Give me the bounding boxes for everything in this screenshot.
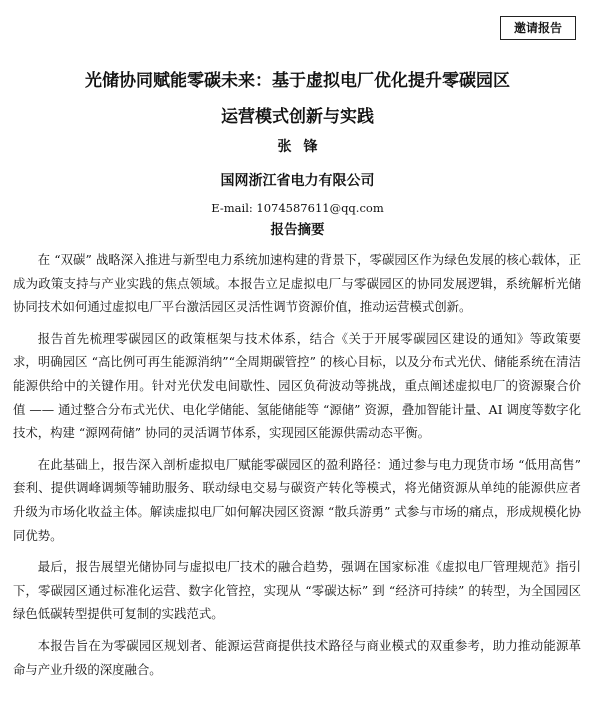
report-title-line-2: 运营模式创新与实践 xyxy=(221,107,374,127)
abstract-heading: 报告摘要 xyxy=(270,222,325,238)
author-name: 张锋 xyxy=(277,139,330,155)
report-title-line-1: 光储协同赋能零碳未来：基于虚拟电厂优化提升零碳园区 xyxy=(85,71,510,91)
invited-report-badge: 邀请报告 xyxy=(500,16,576,40)
abstract-paragraph: 在此基础上，报告深入剖析虚拟电厂赋能零碳园区的盈利路径：通过参与电力现货市场 “低用高售” 套利、提供调峰调频等辅助服务、联动绿电交易与碳资产转化等模式，将光储资源从单纯的能源供应者升级为市场化收益主体。解读虚拟电厂如何解决园区资源 “散兵游勇” 式参与市场的痛点，形成规模化协同优势。 xyxy=(13,456,581,543)
abstract-paragraph: 本报告旨在为零碳园区规划者、能源运营商提供技术路径与商业模式的双重参考，助力推动能源革命与产业升级的深度融合。 xyxy=(13,637,581,677)
abstract-paragraph: 在 “双碳” 战略深入推进与新型电力系统加速构建的背景下，零碳园区作为绿色发展的核心载体，正成为政策支持与产业实践的焦点领域。本报告立足虚拟电厂与零碳园区的协同发展逻辑，系统解析光储协同技术如何通过虚拟电厂平台激活园区灵活性调节资源价值，推动运营模式创新。 xyxy=(13,252,581,315)
author-email: E-mail: 1074587611@qq.com xyxy=(211,201,384,215)
abstract-body xyxy=(13,248,581,689)
abstract-paragraph: 最后，报告展望光储协同与虚拟电厂技术的融合趋势，强调在国家标准《虚拟电厂管理规范》指引下，零碳园区通过标准化运营、数字化管控，实现从 “零碳达标” 到 “经济可持续” 的转型，为全国园区绿色低碳转型提供可复制的实践范式。 xyxy=(13,559,581,622)
abstract-paragraph: 报告首先梳理零碳园区的政策框架与技术体系，结合《关于开展零碳园区建设的通知》等政策要求，明确园区 “高比例可再生能源消纳”“全周期碳管控” 的核心目标，以及分布式光伏、储能系统在清洁能源供给中的关键作用。针对光伏发电间歇性、园区负荷波动等挑战，重点阐述虚拟电厂的资源聚合价值 —— 通过整合分布式光伏、电化学储能、氢能储能等 “源储” 资源，叠加智能计量、AI 调度等数字化技术，构建 “源网荷储” 协同的灵活调节体系，实现园区能源供需动态平衡。 xyxy=(13,330,581,441)
author-organization: 国网浙江省电力有限公司 xyxy=(220,173,375,189)
